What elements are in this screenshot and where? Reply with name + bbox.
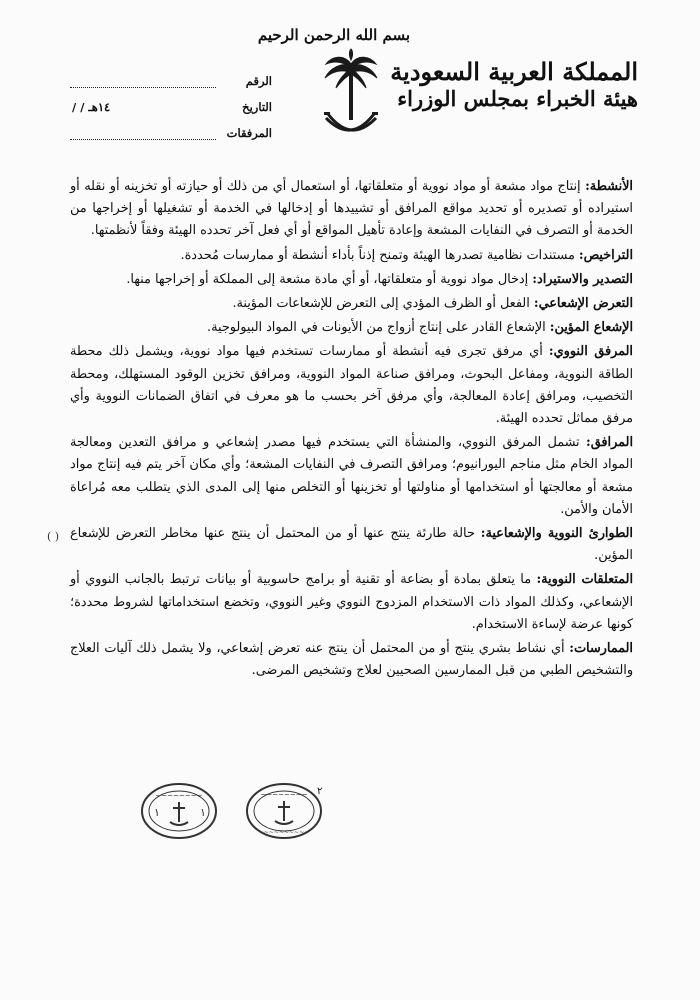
definition-item — [70, 176, 633, 243]
definition-text: الفعل أو الظرف المؤدي إلى التعرض للإشعاعات المؤينة. — [232, 296, 534, 312]
definition-term: المتعلقات النووية: — [536, 572, 633, 588]
attachments-label: المرفقات — [226, 126, 272, 140]
definitions-list — [70, 176, 633, 684]
authority-name: هيئة الخبراء بمجلس الوزراء — [397, 86, 638, 111]
svg-text:١: ١ — [200, 806, 206, 819]
round-seal-stamp-icon — [245, 782, 323, 840]
definition-text: ما يتعلق بمادة أو بضاعة أو تقنية أو برامج حاسوبية أو بيانات ترتبط بالجانب النووي أو الإشعاعي، وكذلك المواد ذات الاستخدام المزدوج النووي وغير النووي، وتخضع استخداماتها لشروط محددة؛ كونها عرضة لإساءة الاستخدام. — [70, 572, 633, 632]
definition-text: أي نشاط بشري ينتج أو من المحتمل أن ينتج عنه تعرض إشعاعي، ولا يشمل ذلك آليات العلاج والتشخيص الطبي من قبل الممارسين الصحيين لعلاج وتشخيص المرضى. — [70, 641, 633, 679]
definition-term: الطوارئ النووية والإشعاعية: — [480, 526, 633, 542]
ref-line — [70, 73, 216, 88]
definition-item — [70, 269, 633, 291]
definition-item — [70, 638, 633, 682]
definition-text: الإشعاع القادر على إنتاج أزواج من الأيونات في المواد البيولوجية. — [207, 320, 550, 336]
definition-text: مستندات نظامية تصدرها الهيئة وتمنح إذناً بأداء أنشطة أو ممارسات مُحددة. — [180, 247, 579, 263]
date-row — [70, 88, 272, 114]
definition-text: إدخال مواد نووية أو متعلقاتها، أو أي مادة مشعة إلى المملكة أو إخراجها منها. — [126, 271, 533, 287]
date-label: التاريخ — [242, 100, 272, 114]
definition-term: التعرض الإشعاعي: — [533, 296, 633, 312]
letterhead — [390, 57, 638, 112]
definition-text: إنتاج مواد مشعة أو مواد نووية أو متعلقاتها، أو استعمال أي من ذلك أو حيازته أو تخزينه أو نقله أو استيراده أو تصديره أو تحديد مواقع المرافق أو تشييدها أو إدخالها في الخدمة أو تشغيلها أو إخراجها من الخدمة أو التصرف في النفايات المشعة وإعادة تأهيل المواقع أو أي فعل آخر تحدده الهيئة وفقاً لأنظمتها. — [70, 179, 633, 239]
definition-item — [70, 341, 633, 430]
ref-label: الرقم — [245, 74, 272, 88]
definition-text: أي مرفق تجرى فيه أنشطة أو ممارسات تستخدم فيها مواد نووية، ويشمل ذلك محطة الطاقة النووية، ومفاعل البحوث، ومرافق صناعة المواد النووية، ومرافق تخزين الوقود المستهلك، ومحطة التخصيب، ومرافق إعادة المعالجة، وأي مرفق آخر بحسب ما هو معرف في اتفاق الضمانات النووية وأي مرفق مماثل تحدده الهيئة. — [70, 344, 633, 427]
definition-term: المرافق: — [586, 435, 633, 451]
attachments-row — [70, 114, 272, 140]
definition-item — [70, 523, 633, 567]
definition-item — [70, 317, 633, 339]
country-name: المملكة العربية السعودية — [390, 57, 638, 86]
definition-item — [70, 432, 633, 521]
margin-mark: ( ) — [47, 530, 60, 543]
definition-term: الأنشطة: — [585, 179, 633, 194]
definition-term: التراخيص: — [578, 247, 633, 263]
definition-term: الإشعاع المؤين: — [549, 320, 633, 336]
svg-text:١: ١ — [154, 806, 160, 819]
palm-swords-emblem-icon — [322, 48, 380, 148]
date-value: / / ١٤هـ — [72, 100, 111, 114]
definition-item — [70, 293, 633, 315]
svg-text:~~~~~~~~: ~~~~~~~~ — [155, 792, 203, 800]
round-seal-stamp-icon — [140, 782, 218, 840]
definition-term: الممارسات: — [569, 641, 633, 657]
definition-term: المرفق النووي: — [548, 344, 633, 360]
definition-text: حالة طارئة ينتج عنها أو من المحتمل أن ينتج عنها مخاطر التعرض للإشعاع المؤين. — [70, 526, 633, 564]
definition-item — [70, 569, 633, 636]
reference-block — [70, 62, 272, 140]
definition-text: تشمل المرفق النووي، والمنشأة التي يستخدم فيها مصدر إشعاعي و مرافق التعدين ومعالجة المواد الخام مثل مناجم اليورانيوم؛ ومرافق التصرف في النفايات المشعة؛ وأي مكان آخر يتم فيه إنتاج مواد مشعة أو معالجتها أو استخدامها أو مناولتها أو تخزينها أو التخلص منها إلى المدى الذي يتطلب معه مُراعاة الأمان والأمن. — [70, 435, 633, 517]
svg-text:~~~~~~~~~~: ~~~~~~~~~~ — [258, 829, 310, 836]
definition-item — [70, 245, 633, 267]
page-number: ٢ — [317, 786, 323, 797]
basmala: بسم الله الرحمن الرحيم — [257, 26, 410, 44]
ref-row — [70, 62, 272, 88]
attachments-line — [70, 125, 216, 140]
definition-term: التصدير والاستيراد: — [532, 271, 633, 287]
svg-text:~~~~~~~~: ~~~~~~~~ — [260, 791, 308, 799]
